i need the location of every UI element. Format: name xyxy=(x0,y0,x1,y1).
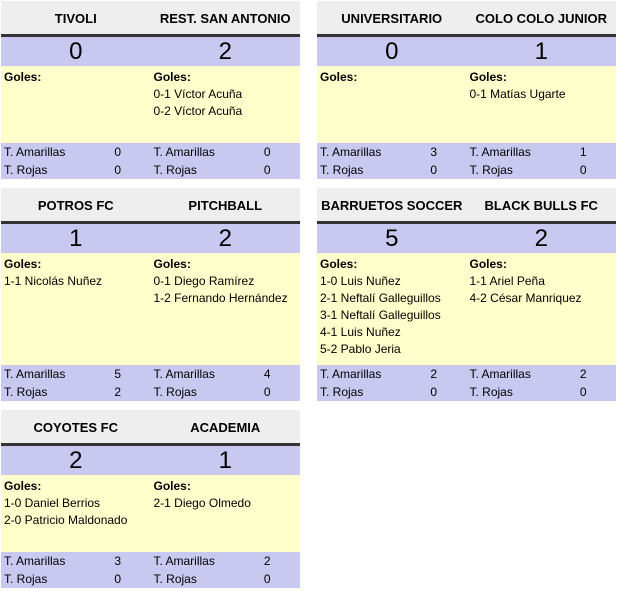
yellow-cards-label: T. Amarillas xyxy=(153,554,215,568)
home-yellow-count: 5 xyxy=(114,367,121,381)
goal-entry: 1-2 Fernando Hernández xyxy=(153,291,288,305)
home-team-name: POTROS FC xyxy=(37,198,114,213)
goal-entry: 0-2 Víctor Acuña xyxy=(153,104,243,118)
goal-entry: 1-1 Ariel Peña xyxy=(469,274,545,288)
match-teams-header xyxy=(317,188,616,224)
match-card xyxy=(317,188,616,401)
away-team-name: PITCHBALL xyxy=(188,198,263,213)
home-score: 5 xyxy=(385,225,399,252)
home-red-count: 0 xyxy=(430,385,437,399)
red-cards-label: T. Rojas xyxy=(4,163,48,177)
away-red-count: 0 xyxy=(263,385,271,399)
match-teams-header xyxy=(1,1,300,37)
match-teams-header xyxy=(317,1,616,37)
goal-entry: 2-0 Patricio Maldonado xyxy=(4,513,128,527)
goal-entry: 0-1 Víctor Acuña xyxy=(153,87,243,101)
home-goals xyxy=(1,478,151,552)
away-team-name: BLACK BULLS FC xyxy=(484,198,598,213)
away-goals xyxy=(151,69,301,143)
away-goals xyxy=(467,256,617,365)
goals-section xyxy=(317,66,616,143)
home-team-name: COYOTES FC xyxy=(33,420,118,435)
away-score: 1 xyxy=(218,447,232,474)
home-yellow-count: 3 xyxy=(114,554,121,568)
goal-entry: 1-0 Luis Nuñez xyxy=(320,274,401,288)
away-team-name: REST. SAN ANTONIO xyxy=(159,11,291,26)
goals-section xyxy=(317,253,616,365)
match-score xyxy=(1,224,300,253)
home-score: 1 xyxy=(69,225,83,252)
goals-section xyxy=(1,475,300,552)
red-cards-label: T. Rojas xyxy=(320,385,364,399)
yellow-cards-label: T. Amarillas xyxy=(320,145,382,159)
away-red-count: 0 xyxy=(263,572,271,586)
away-red-count: 0 xyxy=(263,163,271,177)
home-red-count: 0 xyxy=(430,163,437,177)
home-yellow-count: 3 xyxy=(430,145,437,159)
red-cards-label: T. Rojas xyxy=(469,385,513,399)
match-card xyxy=(1,410,300,588)
goals-label: Goles: xyxy=(469,257,507,271)
away-score: 1 xyxy=(534,38,548,65)
match-score xyxy=(317,37,616,66)
goal-entry: 4-2 César Manriquez xyxy=(469,291,582,305)
away-score: 2 xyxy=(218,38,232,65)
home-score: 0 xyxy=(385,38,399,65)
goal-entry: 2-1 Diego Olmedo xyxy=(153,496,251,510)
home-yellow-count: 0 xyxy=(114,145,121,159)
away-yellow-count: 2 xyxy=(579,367,587,381)
match-teams-header xyxy=(1,188,300,224)
yellow-cards-label: T. Amarillas xyxy=(153,367,215,381)
goals-label: Goles: xyxy=(153,479,191,493)
yellow-cards-label: T. Amarillas xyxy=(153,145,215,159)
away-goals xyxy=(151,256,301,365)
goals-section xyxy=(1,253,300,365)
goals-label: Goles: xyxy=(4,479,42,493)
red-cards-label: T. Rojas xyxy=(4,385,48,399)
match-score xyxy=(317,224,616,253)
match-card xyxy=(1,1,300,179)
yellow-cards-label: T. Amarillas xyxy=(320,367,382,381)
red-cards-label: T. Rojas xyxy=(153,572,197,586)
goals-label: Goles: xyxy=(4,70,42,84)
red-cards-label: T. Rojas xyxy=(320,163,364,177)
yellow-cards-label: T. Amarillas xyxy=(4,367,66,381)
home-red-count: 0 xyxy=(114,163,121,177)
away-yellow-count: 1 xyxy=(579,145,587,159)
red-cards-label: T. Rojas xyxy=(153,385,197,399)
goal-entry: 5-2 Pablo Jeria xyxy=(320,342,401,356)
goal-entry: 1-1 Nicolás Nuñez xyxy=(4,274,103,288)
yellow-cards-label: T. Amarillas xyxy=(469,145,531,159)
goals-label: Goles: xyxy=(320,70,358,84)
away-score: 2 xyxy=(218,225,232,252)
home-team-name: TIVOLI xyxy=(54,11,97,26)
match-score xyxy=(1,446,300,475)
home-goals xyxy=(317,256,467,365)
cards-section xyxy=(317,143,616,179)
home-score: 2 xyxy=(69,447,83,474)
goal-entry: 0-1 Matías Ugarte xyxy=(469,87,566,101)
yellow-cards-label: T. Amarillas xyxy=(469,367,531,381)
away-team-name: ACADEMIA xyxy=(190,420,261,435)
home-goals xyxy=(1,256,151,365)
home-score: 0 xyxy=(69,38,83,65)
away-yellow-count: 4 xyxy=(263,367,271,381)
match-card xyxy=(317,1,616,179)
goal-entry: 2-1 Neftalí Galleguillos xyxy=(320,291,441,305)
away-goals xyxy=(467,69,617,143)
yellow-cards-label: T. Amarillas xyxy=(4,145,66,159)
goal-entry: 0-1 Diego Ramírez xyxy=(153,274,255,288)
match-score xyxy=(1,37,300,66)
away-yellow-count: 2 xyxy=(263,554,271,568)
home-team-name: UNIVERSITARIO xyxy=(341,11,443,26)
home-goals xyxy=(1,69,151,143)
cards-section xyxy=(1,365,300,401)
away-goals xyxy=(151,478,301,552)
cards-section xyxy=(317,365,616,401)
goal-entry: 4-1 Luis Nuñez xyxy=(320,325,401,339)
goal-entry: 3-1 Neftalí Galleguillos xyxy=(320,308,441,322)
away-red-count: 0 xyxy=(579,163,587,177)
away-red-count: 0 xyxy=(579,385,587,399)
goals-label: Goles: xyxy=(469,70,507,84)
match-card xyxy=(1,188,300,401)
home-team-name: BARRUETOS SOCCER xyxy=(321,198,463,213)
goals-label: Goles: xyxy=(153,257,191,271)
red-cards-label: T. Rojas xyxy=(4,572,48,586)
red-cards-label: T. Rojas xyxy=(469,163,513,177)
red-cards-label: T. Rojas xyxy=(153,163,197,177)
home-yellow-count: 2 xyxy=(430,367,437,381)
goal-entry: 1-0 Daniel Berrios xyxy=(4,496,101,510)
cards-section xyxy=(1,143,300,179)
home-red-count: 2 xyxy=(114,385,121,399)
goals-label: Goles: xyxy=(320,257,358,271)
home-red-count: 0 xyxy=(114,572,121,586)
away-score: 2 xyxy=(534,225,548,252)
goals-label: Goles: xyxy=(4,257,42,271)
away-team-name: COLO COLO JUNIOR xyxy=(475,11,607,26)
yellow-cards-label: T. Amarillas xyxy=(4,554,66,568)
away-yellow-count: 0 xyxy=(263,145,271,159)
cards-section xyxy=(1,552,300,588)
match-teams-header xyxy=(1,410,300,446)
home-goals xyxy=(317,69,467,143)
goals-label: Goles: xyxy=(153,70,191,84)
goals-section xyxy=(1,66,300,143)
